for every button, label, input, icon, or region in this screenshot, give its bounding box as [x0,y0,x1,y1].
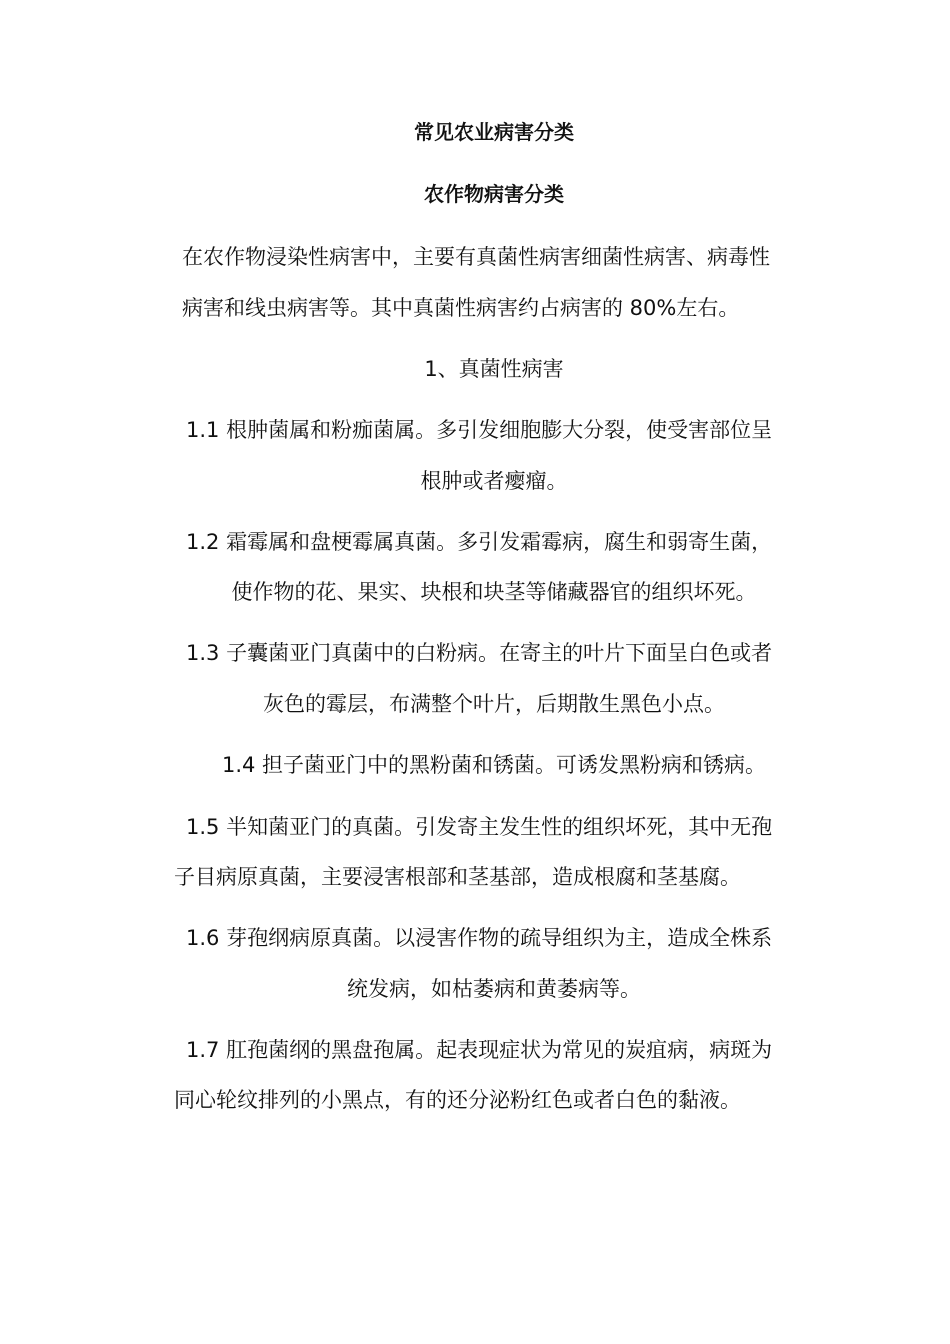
item-1-6-line-1: 1.6 芽孢纲病原真菌。以浸害作物的疏导组织为主，造成全株系 [186,926,773,950]
item-1-7-line-2: 同心轮纹排列的小黑点，有的还分泌粉红色或者白色的黏液。 [174,1088,741,1112]
item-1-5-line-2: 子目病原真菌，主要浸害根部和茎基部，造成根腐和茎基腐。 [174,865,741,889]
intro-line-2: 病害和线虫病害等。其中真菌性病害约占病害的 80%左右。 [182,296,740,320]
item-1-6-line-2: 统发病，如枯萎病和黄萎病等。 [347,977,641,1001]
item-1-2-line-2: 使作物的花、果实、块根和块茎等储藏器官的组织坏死。 [231,580,757,604]
item-1-3-line-1: 1.3 子囊菌亚门真菌中的白粉病。在寄主的叶片下面呈白色或者 [186,641,773,665]
item-1-5-line-1: 1.5 半知菌亚门的真菌。引发寄主发生性的组织坏死，其中无孢 [186,815,773,839]
item-1-2-line-1: 1.2 霜霉属和盘梗霉属真菌。多引发霜霉病，腐生和弱寄生菌， [186,530,773,554]
item-1-3-line-2: 灰色的霉层，布满整个叶片，后期散生黑色小点。 [263,692,725,716]
section-heading: 1、真菌性病害 [424,357,564,381]
item-1-7-line-1: 1.7 肛孢菌纲的黑盘孢属。起表现症状为常见的炭疽病，病斑为 [186,1038,773,1062]
document-title: 常见农业病害分类 [414,120,574,144]
item-1-4-line-1: 1.4 担子菌亚门中的黑粉菌和锈菌。可诱发黑粉病和锈病。 [221,753,767,777]
item-1-1-line-2: 根肿或者瘿瘤。 [420,469,568,493]
intro-line-1: 在农作物浸染性病害中，主要有真菌性病害细菌性病害、病毒性 [182,245,770,269]
item-1-1-line-1: 1.1 根肿菌属和粉痂菌属。多引发细胞膨大分裂，使受害部位呈 [186,418,773,442]
document-subtitle: 农作物病害分类 [424,182,564,206]
